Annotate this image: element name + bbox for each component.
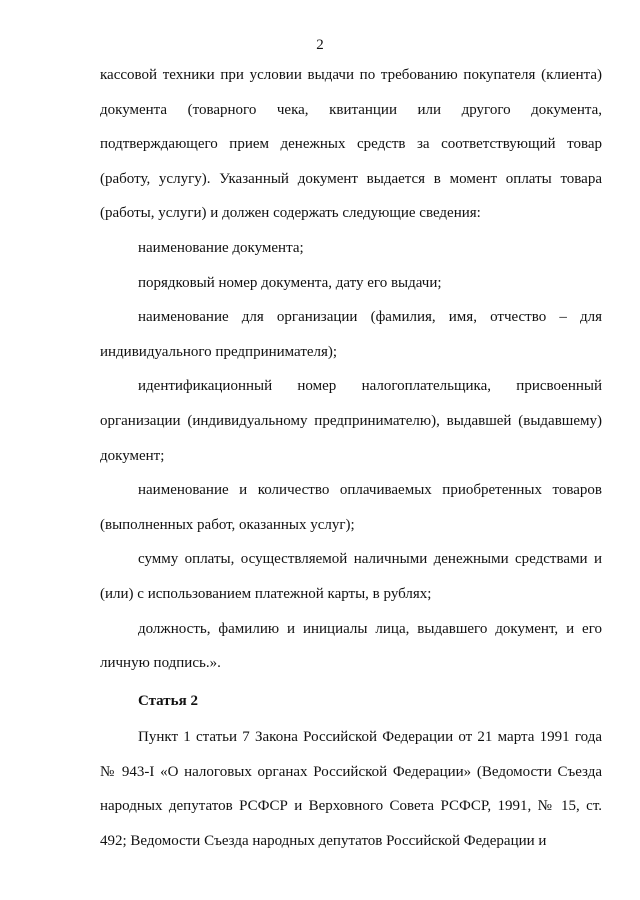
paragraph-cash-register-document: кассовой техники при условии выдачи по требованию покупателя (клиента) документа (товарного чека, квитанции или другого документа, подтверждающего прием денежных средств за соответствующий товар (работу, услугу). Указанный документ выдается в момент оплаты товара (работы, услуги) и должен содержать следующие сведения: (100, 67, 602, 222)
article-heading: Статья 2 (138, 692, 198, 709)
page-number: 2 (316, 37, 324, 53)
list-item-signature: должность, фамилию и инициалы лица, выдавшего документ, и его личную подпись.». (100, 620, 602, 672)
list-item-organization-name: наименование для организации (фамилия, имя, отчество – для индивидуального предпринимателя); (100, 309, 602, 360)
list-item-document-name: наименование документа; (138, 239, 304, 256)
list-item-document-number-date: порядковый номер документа, дату его выдачи; (138, 274, 442, 291)
document-body (100, 58, 602, 859)
paragraph-article-2-text: Пункт 1 статьи 7 Закона Российской Федерации от 21 марта 1991 года № 943-I «О налоговых органах Российской Федерации» (Ведомости Съезда народных депутатов РСФСР и Верховного Совета РСФСР, 1991, № 15, ст. 492; Ведомости Съезда народных депутатов Российской Федерации и (100, 729, 602, 850)
list-item-payment-amount: сумму оплаты, осуществляемой наличными денежными средствами и (или) с использованием платежной карты, в рублях; (100, 551, 602, 602)
list-item-taxpayer-id: идентификационный номер налогоплательщика, присвоенный организации (индивидуальному предпринимателю), выдавшей (выдавшему) документ; (100, 378, 602, 464)
list-item-goods-quantity: наименование и количество оплачиваемых приобретенных товаров (выполненных работ, оказанных услуг); (100, 482, 602, 533)
